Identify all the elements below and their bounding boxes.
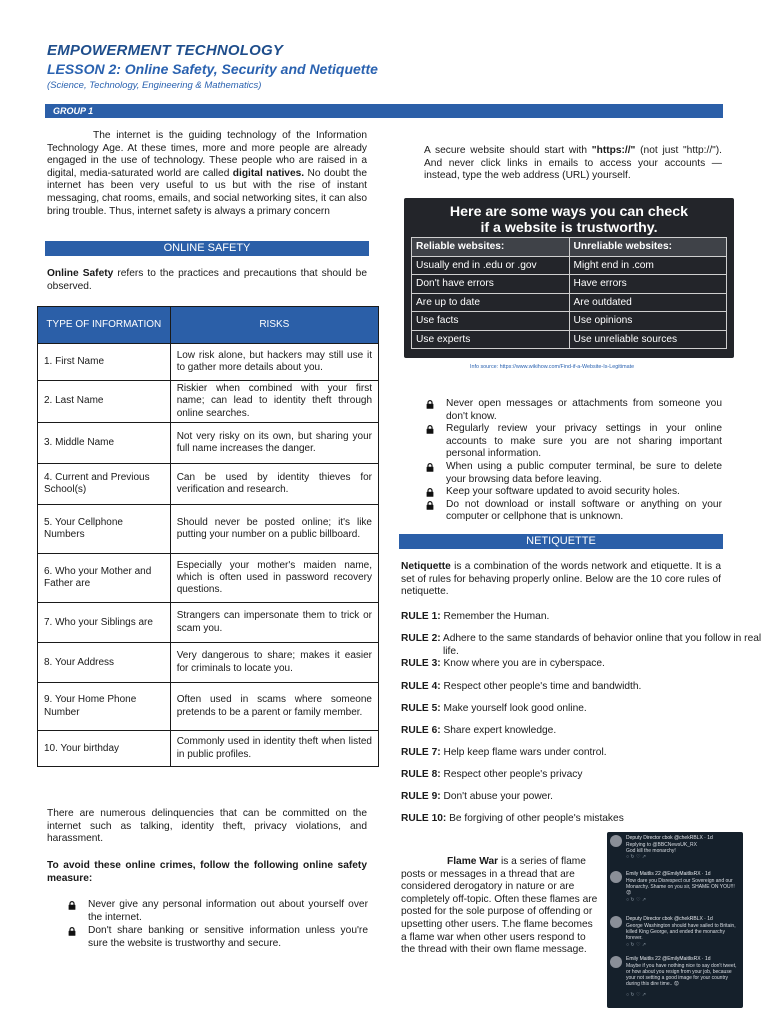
lock-icon xyxy=(426,488,434,497)
rule-text: Help keep flame wars under control. xyxy=(440,747,607,758)
info-type-cell: 9. Your Home Phone Number xyxy=(38,683,171,731)
tweet-author: Deputy Director cbok @chekRBLX · 1d xyxy=(626,835,713,841)
avoid-crimes-heading: To avoid these online crimes, follow the following online safety measure: xyxy=(47,860,367,884)
risk-cell: Not very risky on its own, but sharing your full name increases the danger. xyxy=(170,423,378,464)
risk-cell: Should never be posted online; it's like putting your number on a public billboard. xyxy=(170,505,378,554)
rule-text: Know where you are in cyberspace. xyxy=(440,658,605,669)
lock-icon xyxy=(68,927,76,936)
reliable-cell: Use facts xyxy=(412,312,570,331)
lock-icon xyxy=(426,425,434,434)
unreliable-cell: Are outdated xyxy=(569,293,727,312)
rule-item xyxy=(401,658,721,671)
info-type-cell: 3. Middle Name xyxy=(38,423,171,464)
rule-item xyxy=(401,681,721,694)
info-type-cell: 1. First Name xyxy=(38,344,171,381)
risk-cell: Commonly used in identity theft when listed in public profiles. xyxy=(170,731,378,767)
table-row xyxy=(38,344,379,381)
avatar xyxy=(610,916,622,928)
trust-row xyxy=(412,275,727,294)
left-safety-bullets xyxy=(66,899,368,951)
tweet-author: Emily Maitlis 22 @EmilyMaitlisRX · 1d xyxy=(626,956,711,962)
rule-text: Remember the Human. xyxy=(440,611,550,622)
risk-cell: Riskier when combined with your first name; can lead to identity theft through online searches. xyxy=(170,381,378,423)
unreliable-cell: Use unreliable sources xyxy=(569,330,727,349)
rule-label: RULE 5: xyxy=(401,703,441,714)
reliable-cell: Don't have errors xyxy=(412,275,570,294)
tweet-author: Deputy Director cbok @chekRBLX · 1d xyxy=(626,916,713,922)
info-type-cell: 10. Your birthday xyxy=(38,731,171,767)
https-term: "https://" xyxy=(591,145,636,156)
lock-icon xyxy=(426,463,434,472)
rule-label: RULE 9: xyxy=(401,791,441,802)
netiquette-definition: Netiquette is a combination of the words network and etiquette. It is a set of rules for behaving properly online. Below are the 10 core rules of netiquette. xyxy=(401,561,721,598)
rule-item xyxy=(401,725,721,738)
avatar xyxy=(610,871,622,883)
rule-text: Respect other people's time and bandwidth. xyxy=(440,681,642,692)
trustworthy-website-infographic xyxy=(404,198,734,358)
lock-icon xyxy=(426,400,434,409)
table-row xyxy=(38,554,379,603)
avatar xyxy=(610,956,622,968)
tweet-text: Replying to @BBCNewsUK_RX God kill the monarchy! xyxy=(626,842,697,854)
unreliable-header: Unreliable websites: xyxy=(569,238,727,257)
online-safety-heading: ONLINE SAFETY xyxy=(45,241,369,256)
tweet-actions-icon: ○ ↻ ♡ ↗ xyxy=(626,854,647,860)
tweet-actions-icon: ○ ↻ ♡ ↗ xyxy=(626,942,647,948)
reliable-cell: Use experts xyxy=(412,330,570,349)
lesson-title: LESSON 2: Online Safety, Security and Netiquette xyxy=(47,61,378,77)
online-safety-term: Online Safety xyxy=(47,268,114,279)
bullet-item: Don't share banking or sensitive information unless you're sure the website is trustworthy and secure. xyxy=(66,925,368,950)
netiquette-heading: NETIQUETTE xyxy=(399,534,723,549)
rule-item xyxy=(401,633,763,658)
rule-label: RULE 3: xyxy=(401,658,441,669)
strand-subtitle: (Science, Technology, Engineering & Mathematics) xyxy=(47,80,262,91)
trust-comparison-table xyxy=(411,237,727,349)
tweet-text: Maybe if you have nothing nice to say don't tweet, or how about you resign from your job, because your not setting a good image for your country during this dire time.. 😡 xyxy=(626,963,737,987)
rule-label: RULE 10: xyxy=(401,813,447,824)
table-row xyxy=(38,464,379,505)
rule-item xyxy=(401,747,721,760)
flame-war-tweet-screenshot xyxy=(607,832,743,1008)
lock-icon xyxy=(68,901,76,910)
rule-item xyxy=(401,791,721,804)
table-header-risks: RISKS xyxy=(170,307,378,344)
unreliable-cell: Have errors xyxy=(569,275,727,294)
online-safety-definition: Online Safety refers to the practices and precautions that should be observed. xyxy=(47,268,368,292)
table-row xyxy=(38,505,379,554)
rule-item xyxy=(401,769,721,782)
table-row xyxy=(38,643,379,683)
risk-cell: Very dangerous to share; makes it easier for criminals to locate you. xyxy=(170,643,378,683)
bullet-item: Regularly review your privacy settings in your online accounts to make sure you are not sharing important personal information. xyxy=(424,423,722,461)
netiquette-term: Netiquette xyxy=(401,561,451,572)
table-row xyxy=(38,683,379,731)
trust-row xyxy=(412,293,727,312)
trust-row xyxy=(412,312,727,331)
bullet-item: Keep your software updated to avoid security holes. xyxy=(424,486,722,499)
info-type-cell: 4. Current and Previous School(s) xyxy=(38,464,171,505)
group-banner: GROUP 1 xyxy=(45,104,723,118)
reliable-cell: Are up to date xyxy=(412,293,570,312)
document-title: EMPOWERMENT TECHNOLOGY xyxy=(47,42,284,59)
tweet-actions-icon: ○ ↻ ♡ ↗ xyxy=(626,897,647,903)
info-type-cell: 2. Last Name xyxy=(38,381,171,423)
delinquencies-paragraph: There are numerous delinquencies that can be committed on the internet such as talking, identity theft, privacy violations, and harassment. xyxy=(47,808,367,845)
right-safety-bullets xyxy=(424,398,722,524)
avatar xyxy=(610,835,622,847)
tweet-text: George Washington should have sailed to Britain, killed King George, and ended the monarchy forever. xyxy=(626,923,736,941)
tweet-text: How dare you Disrespect our Sovereign and our Monarchy. Shame on you sir, SHAME ON YOU!!! 😡 xyxy=(626,878,735,896)
trust-row xyxy=(412,256,727,275)
digital-natives-term: digital natives. xyxy=(232,167,305,179)
flame-war-paragraph: Flame War is a series of flame posts or messages in a thread that are considered derogatory in nature or are completely off-topic. Often these flames are posted for the sole purpose of offending or upsetting other users. T.he flame becomes a flame war when other users respond to the thread with their own flame message. xyxy=(401,856,598,956)
rule-text: Share expert knowledge. xyxy=(440,725,557,736)
info-type-cell: 7. Who your Siblings are xyxy=(38,603,171,643)
unreliable-cell: Use opinions xyxy=(569,312,727,331)
bullet-item: When using a public computer terminal, be sure to delete your browsing data before leaving. xyxy=(424,461,722,486)
reliable-header: Reliable websites: xyxy=(412,238,570,257)
infographic-source: Info source: https://www.wikihow.com/Find-if-a-Website-Is-Legitimate xyxy=(470,364,635,370)
tweet-author: Emily Maitlis 22 @EmilyMaitlisRX · 1d xyxy=(626,871,711,877)
risk-cell: Strangers can impersonate them to trick or scam you. xyxy=(170,603,378,643)
rule-label: RULE 1: xyxy=(401,611,441,622)
secure-website-paragraph: A secure website should start with "https://" (not just "http://"). And never click links in emails to access your accounts — instead, type the web address (URL) yourself. xyxy=(424,145,722,182)
rule-text: Make yourself look good online. xyxy=(440,703,587,714)
rule-label: RULE 6: xyxy=(401,725,441,736)
rule-text: Adhere to the same standards of behavior online that you follow in real life. xyxy=(440,633,762,657)
reliable-cell: Usually end in .edu or .gov xyxy=(412,256,570,275)
rule-text: Don't abuse your power. xyxy=(440,791,554,802)
tweet-actions-icon: ○ ↻ ♡ ↗ xyxy=(626,992,647,998)
risk-cell: Especially your mother's maiden name, which is often used in password recovery questions. xyxy=(170,554,378,603)
risk-cell: Can be used by identity thieves for verification and research. xyxy=(170,464,378,505)
bullet-item: Do not download or install software or anything on your computer or cellphone that is unknown. xyxy=(424,499,722,524)
info-type-cell: 5. Your Cellphone Numbers xyxy=(38,505,171,554)
unreliable-cell: Might end in .com xyxy=(569,256,727,275)
trust-row xyxy=(412,330,727,349)
rule-label: RULE 2: xyxy=(401,633,441,644)
rule-text: Respect other people's privacy xyxy=(440,769,583,780)
lock-icon xyxy=(426,501,434,510)
risk-cell: Often used in scams where someone pretends to be a parent or family member. xyxy=(170,683,378,731)
risk-cell: Low risk alone, but hackers may still use it to gather more details about you. xyxy=(170,344,378,381)
rule-label: RULE 7: xyxy=(401,747,441,758)
table-header-type: TYPE OF INFORMATION xyxy=(38,307,171,344)
intro-paragraph: The internet is the guiding technology of the Information Technology Age. At these times, more and more people are already engaged in the use of technology. These people who are raised in a digital, media-saturated world are called digital natives. No doubt the internet has been very useful to us but with the rise of instant messaging, chat rooms, emails, and social networking sites, it can also bring trouble. Thus, internet safety is always a primary concern xyxy=(47,130,368,217)
info-type-cell: 8. Your Address xyxy=(38,643,171,683)
bullet-item: Never give any personal information out about yourself over the internet. xyxy=(66,899,368,924)
rule-item xyxy=(401,611,721,624)
rule-item xyxy=(401,813,721,826)
rule-label: RULE 8: xyxy=(401,769,441,780)
bullet-item: Never open messages or attachments from someone you don't know. xyxy=(424,398,722,423)
rule-label: RULE 4: xyxy=(401,681,441,692)
infographic-heading: Here are some ways you can check if a website is trustworthy. xyxy=(449,204,689,236)
rule-item xyxy=(401,703,721,716)
table-row xyxy=(38,423,379,464)
information-risk-table xyxy=(37,306,379,767)
table-row xyxy=(38,731,379,767)
table-row xyxy=(38,381,379,423)
rule-text: Be forgiving of other people's mistakes xyxy=(446,813,624,824)
table-row xyxy=(38,603,379,643)
info-type-cell: 6. Who your Mother and Father are xyxy=(38,554,171,603)
flame-war-term: Flame War xyxy=(447,856,499,867)
